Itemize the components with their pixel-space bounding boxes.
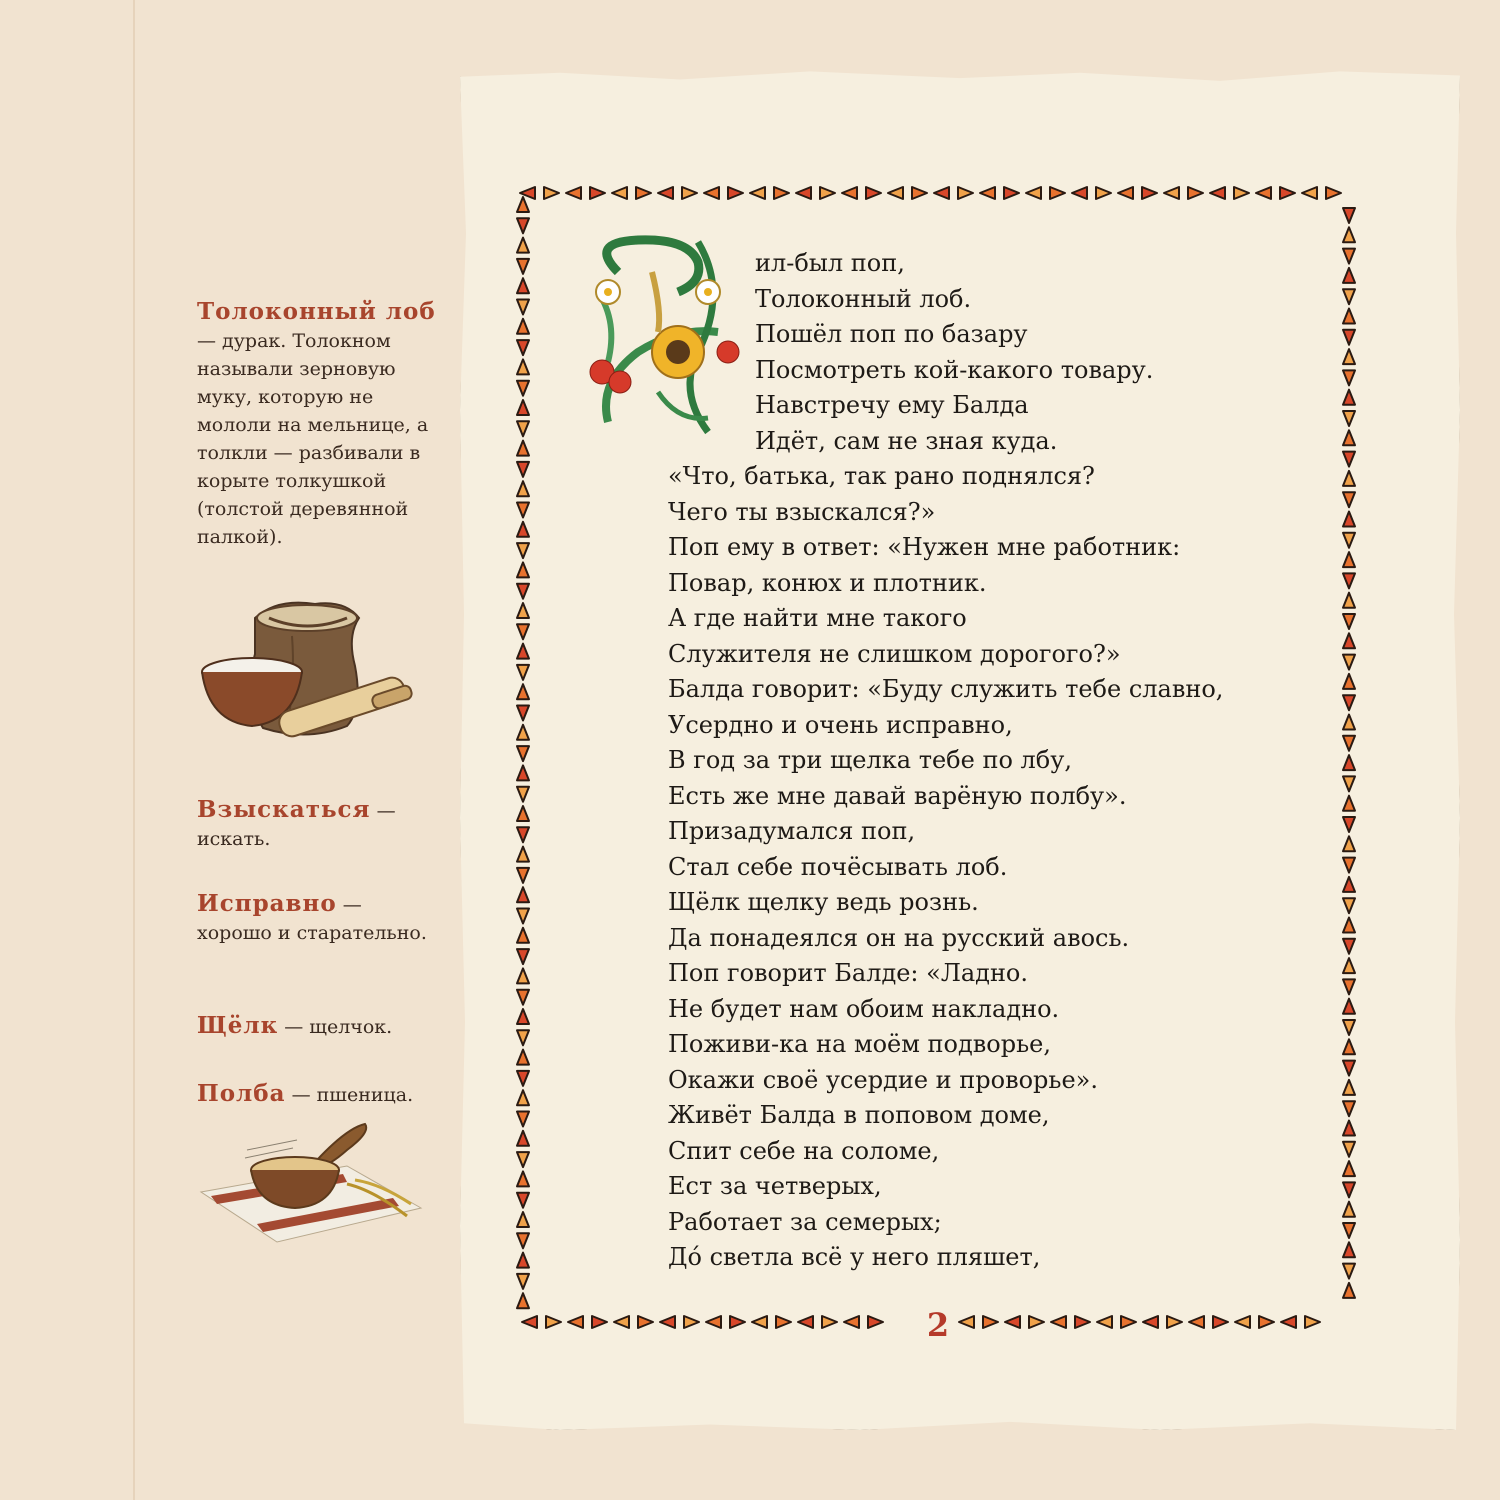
poem-line: Идёт, сам не зная куда. <box>755 426 1058 455</box>
poem-line: Работает за семерых; <box>668 1207 942 1236</box>
poem-line: Служителя не слишком дорогого?» <box>668 639 1121 668</box>
poem-line: Поживи-ка на моём подворье, <box>668 1030 1052 1058</box>
poem-line: Навстречу ему Балда <box>755 391 1029 419</box>
poem-line: До́ светла всё у него пляшет, <box>668 1243 1041 1271</box>
glossary-definition: дурак. Толокном называли зерновую муку, которую не мололи на мельнице, а толкли — разбивали в корыте толкушкой (толстой деревянной палкой). <box>197 330 429 548</box>
poem-line: Есть же мне давай варёную полбу». <box>668 781 1127 810</box>
glossary-term: Исправно <box>197 890 337 917</box>
poem-line: Спит себе на соломе, <box>668 1136 940 1165</box>
glossary-term: Взыскаться <box>197 796 371 823</box>
poem-line: А где найти мне такого <box>668 604 967 632</box>
poem-line: Поп говорит Балде: «Ладно. <box>668 959 1029 987</box>
poem-text <box>668 246 1308 1276</box>
poem-line: Призадумался поп, <box>668 817 916 845</box>
poem-line: Посмотреть кой-какого товару. <box>755 355 1154 384</box>
poem-line: В год за три щелка тебе по лбу, <box>668 746 1072 774</box>
glossary-dash: — <box>342 894 362 916</box>
poem-line: Чего ты взыскался?» <box>668 497 936 526</box>
poem-line: Щёлк щелку ведь рознь. <box>668 888 979 916</box>
poem-line: ил-был поп, <box>755 249 905 277</box>
poem-line: Усердно и очень исправно, <box>668 710 1013 739</box>
glossary-dash: — <box>376 800 396 822</box>
poem-line: Балда говорит: «Буду служить тебе славно, <box>668 675 1224 703</box>
page-number: 2 <box>926 1306 950 1344</box>
poem-line: Толоконный лоб. <box>755 284 972 313</box>
poem-line: Поп ему в ответ: «Нужен мне работник: <box>668 533 1181 561</box>
glossary-definition: хорошо и старательно. <box>197 922 427 944</box>
glossary-dash: — <box>284 1016 310 1038</box>
glossary-definition: щелчок. <box>309 1016 393 1038</box>
glossary-term: Полба <box>197 1080 286 1107</box>
poem-line: Не будет нам обоим накладно. <box>668 994 1060 1023</box>
glossary-dash: — <box>197 330 223 352</box>
poem-line: Окажи своё усердие и проворье». <box>668 1065 1098 1094</box>
poem-line: Ест за четверых, <box>668 1172 882 1200</box>
poem-line: Повар, конюх и плотник. <box>668 568 987 597</box>
glossary-term: Щёлк <box>197 1012 279 1039</box>
poem-line: Живёт Балда в поповом доме, <box>668 1101 1050 1129</box>
glossary-term: Толоконный лоб <box>197 298 436 325</box>
poem-line: Да понадеялся он на русский авось. <box>668 923 1130 952</box>
poem-line: «Что, батька, так рано поднялся? <box>668 462 1095 490</box>
glossary-definition: пшеница. <box>316 1084 414 1106</box>
glossary-dash: — <box>291 1084 317 1106</box>
poem-line: Стал себе почёсывать лоб. <box>668 852 1008 881</box>
poem-line: Пошёл поп по базару <box>755 320 1028 348</box>
glossary-definition: искать. <box>197 828 271 850</box>
